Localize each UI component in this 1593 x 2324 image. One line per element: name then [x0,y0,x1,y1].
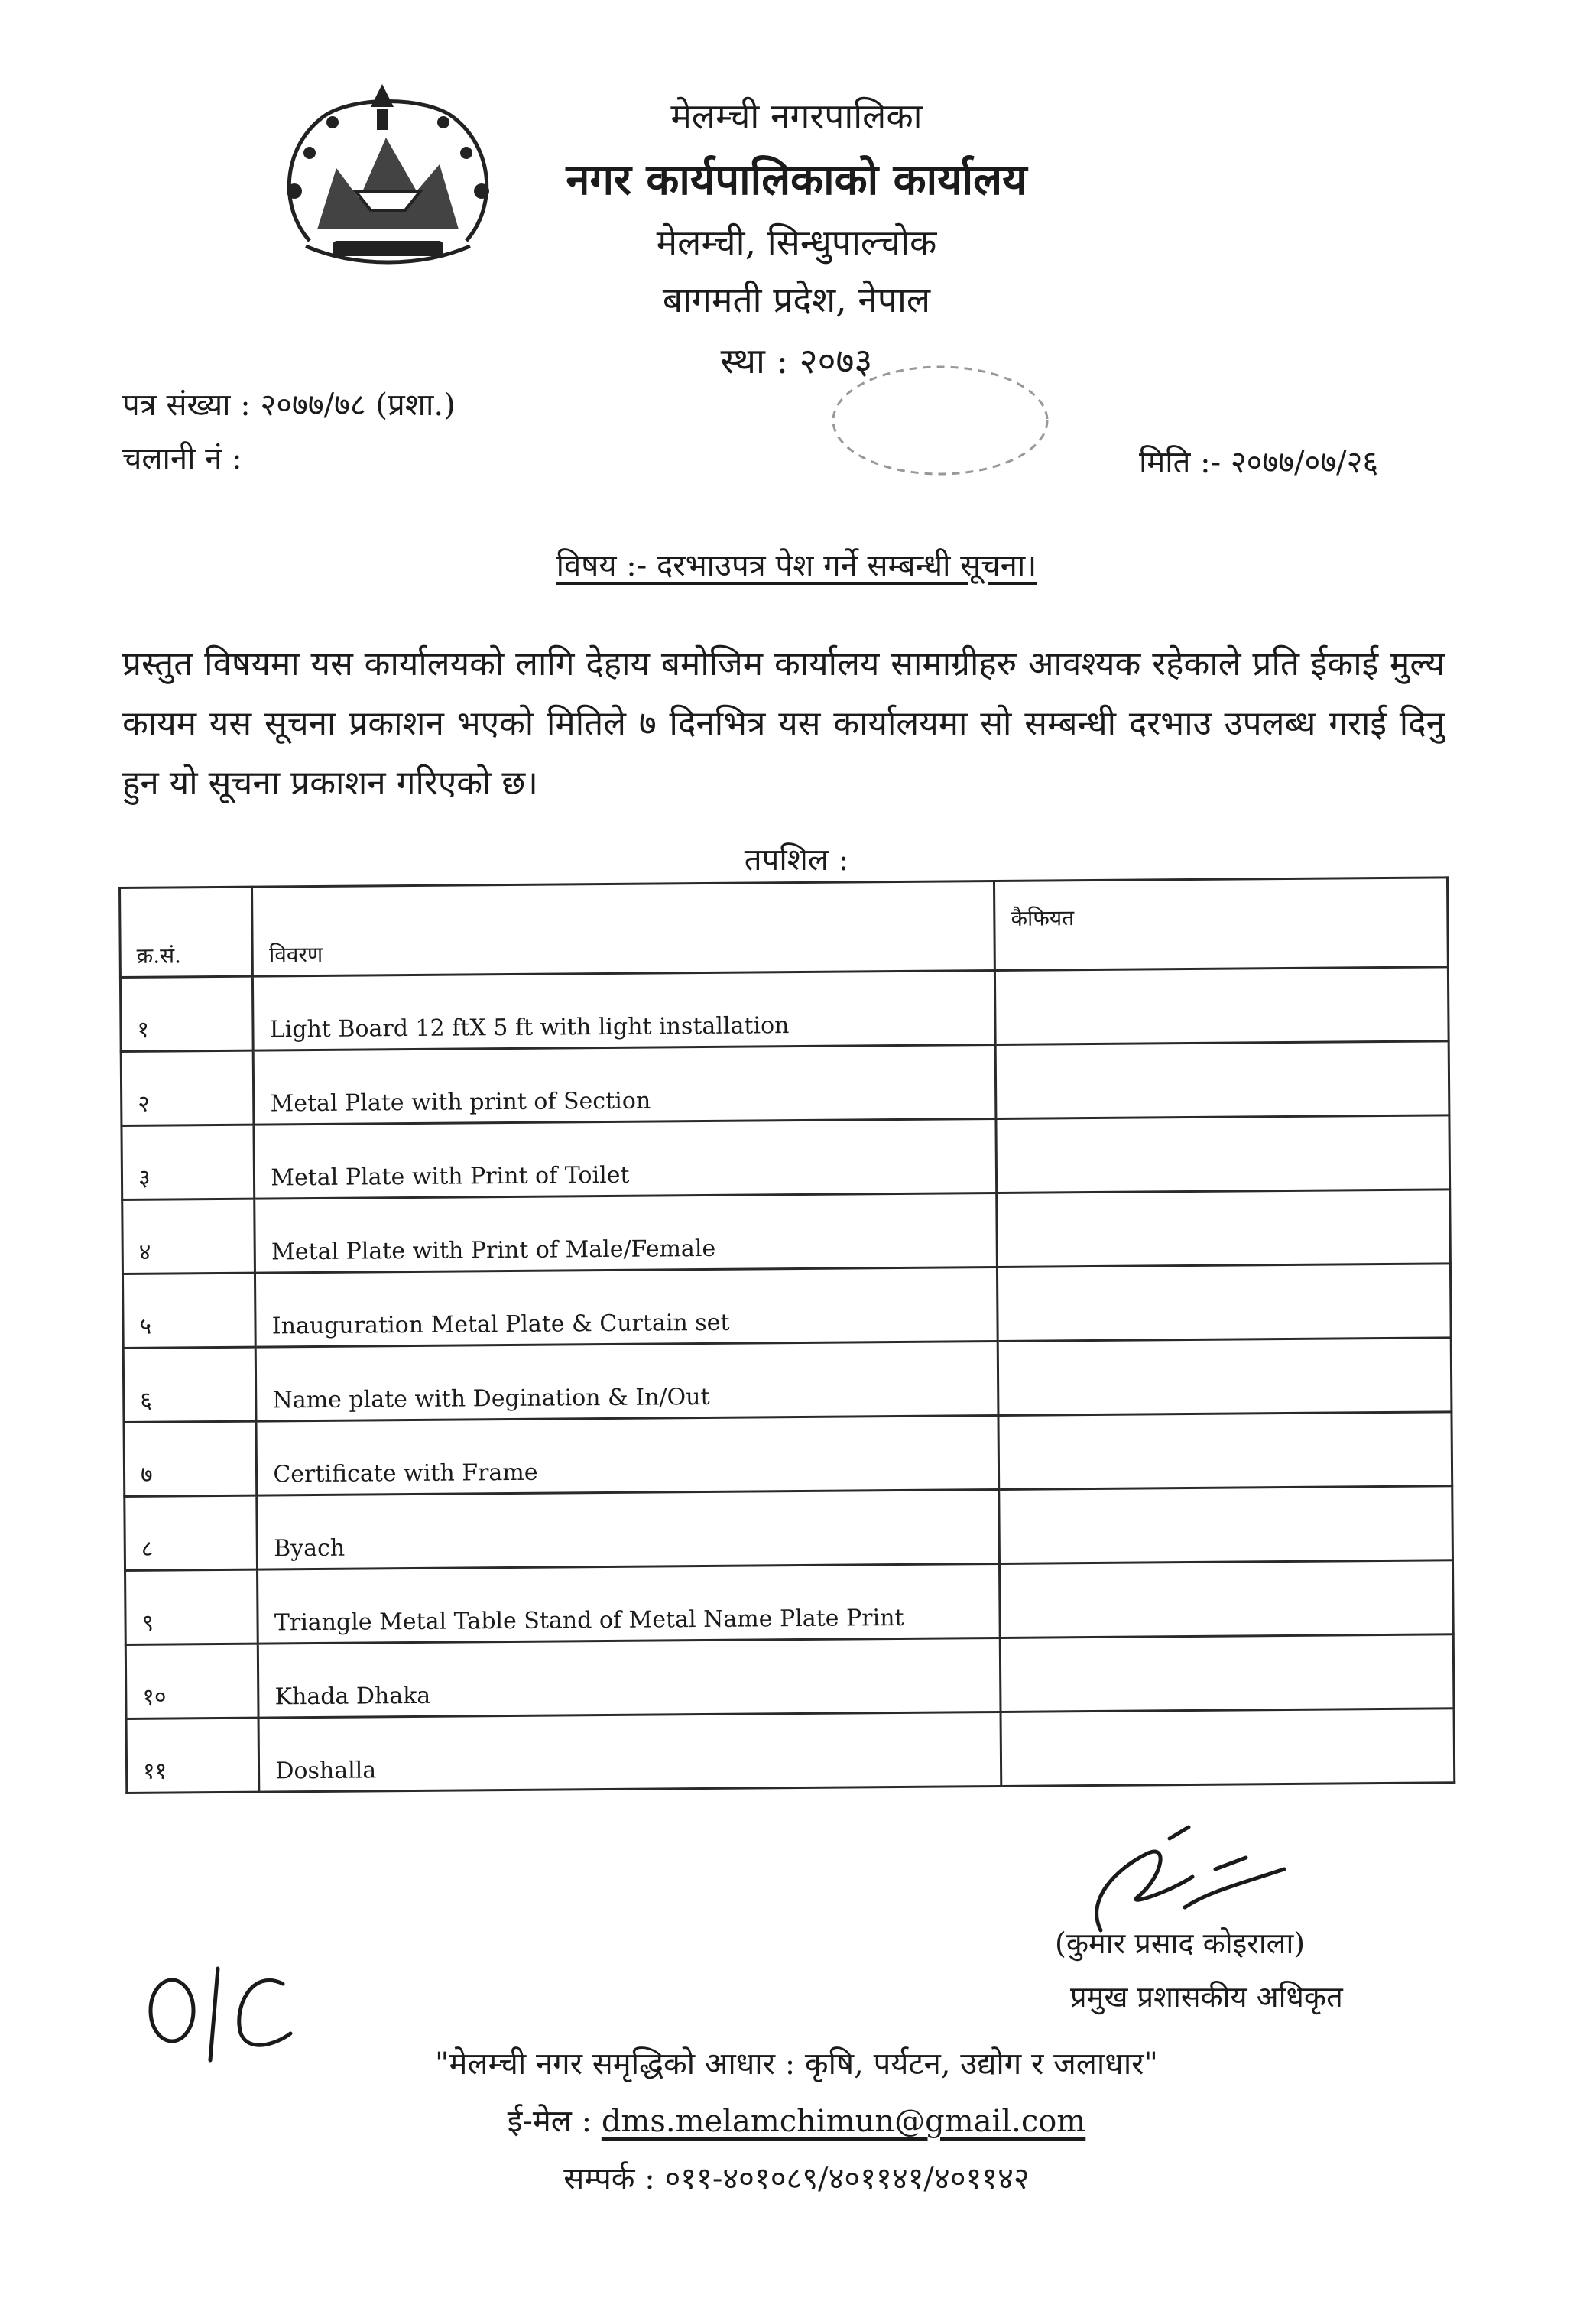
email-address: dms.melamchimun@gmail.com [601,2104,1086,2139]
row-serial: ११ [126,1718,259,1793]
row-serial: २ [121,1050,254,1125]
row-serial: १ [120,976,253,1051]
row-remarks [996,1115,1450,1193]
table-row [122,1115,1450,1200]
notice-subject [0,543,1593,585]
letter-number [122,382,456,424]
contact-phone [0,2156,1593,2198]
signatory-name: (कुमार प्रसाद कोइराला) [1055,1926,1306,1960]
row-serial: ४ [122,1199,255,1274]
row-remarks [1000,1560,1454,1638]
row-description: Byach [257,1489,1000,1569]
office-stamp [826,359,1055,482]
row-serial: ८ [125,1495,258,1570]
date-value: २०७७/०७/२६ [1230,445,1379,480]
row-remarks [998,1412,1452,1490]
table-title: तपशिल : [744,842,849,878]
row-description: Metal Plate with print of Section [254,1044,997,1125]
table-row [125,1634,1454,1719]
row-serial: ६ [123,1347,256,1422]
row-serial: ७ [124,1421,257,1496]
header-description: विवरण [252,881,995,977]
email-label: ई-मेल : [507,2104,592,2139]
office-location: मेलम्ची, सिन्धुपाल्चोक [656,222,937,263]
row-description: Inauguration Metal Plate & Curtain set [255,1267,998,1347]
row-description: Certificate with Frame [256,1415,999,1495]
row-remarks [1001,1709,1455,1787]
date-label: मिति :- [1139,445,1222,480]
row-description: Metal Plate with Print of Toilet [254,1118,997,1199]
items-table [118,876,1455,1794]
phone-number: ०११-४०१०८९/४०११४१/४०११४२ [664,2161,1030,2196]
row-remarks [999,1486,1453,1564]
table-row [126,1709,1455,1793]
office-province: बागमती प्रदेश, नेपाल [662,279,931,320]
municipality-slogan: "मेलम्ची नगर समृद्धिको आधार : कृषि, पर्यटन, उद्योग र जलाधार" [435,2046,1158,2082]
subject-text: विषय :- दरभाउपत्र पेश गर्ने सम्बन्धी सूचना। [556,548,1037,583]
table-row [120,967,1449,1052]
row-remarks [997,1190,1451,1267]
dispatch-number [122,436,242,478]
header-remarks: कैफियत [994,878,1449,971]
table-row [121,1041,1449,1126]
phone-label: सम्पर्क : [563,2161,655,2196]
row-remarks [1000,1634,1454,1712]
row-description: Triangle Metal Table Stand of Metal Name Plate Print [258,1563,1001,1644]
row-description: Doshalla [258,1712,1001,1792]
row-remarks [995,1041,1449,1119]
row-remarks [995,967,1449,1045]
row-serial: ९ [125,1569,258,1644]
table-row [123,1338,1452,1423]
office-name: नगर कार्यपालिकाको कार्यालय [566,154,1027,205]
letter-date [1139,440,1378,482]
row-serial: ५ [122,1273,255,1348]
row-description: Khada Dhaka [258,1638,1001,1718]
letter-number-label: पत्र संख्या : [122,388,251,423]
signatory-title: प्रमुख प्रशासकीय अधिकृत [1070,1980,1343,2014]
table-row [122,1190,1451,1274]
row-serial: १० [125,1644,258,1719]
row-description: Metal Plate with Print of Male/Female [255,1193,998,1273]
row-remarks [998,1338,1452,1416]
table-row [122,1264,1451,1349]
row-description: Name plate with Degination & In/Out [256,1341,999,1421]
row-remarks [998,1264,1452,1342]
dispatch-number-label: चलानी नं : [122,441,242,476]
established-year: स्था : २०७३ [720,340,873,381]
row-description: Light Board 12 ftX 5 ft with light installation [253,970,996,1050]
header-serial: क्र.सं. [120,887,253,977]
contact-email [0,2098,1593,2141]
municipality-name: मेलम्ची नगरपालिका [670,96,923,137]
table-row [125,1486,1453,1571]
notice-body: प्रस्तुत विषयमा यस कार्यालयको लागि देहाय बमोजिम कार्यालय सामाग्रीहरु आवश्यक रहेकाले प्रति ईकाई मुल्य कायम यस सूचना प्रकाशन भएको मितिले ७ दिनभित्र यस कार्यालयमा सो सम्बन्धी दरभाउ उपलब्ध गराई दिनु हुन यो सूचना प्रकाशन गरिएको छ। [122,644,1445,803]
table-header-row [120,878,1449,978]
letter-number-value: २०७७/७८ (प्रशा.) [260,388,456,423]
row-serial: ३ [122,1125,255,1199]
table-row [124,1412,1452,1497]
table-row [125,1560,1454,1645]
